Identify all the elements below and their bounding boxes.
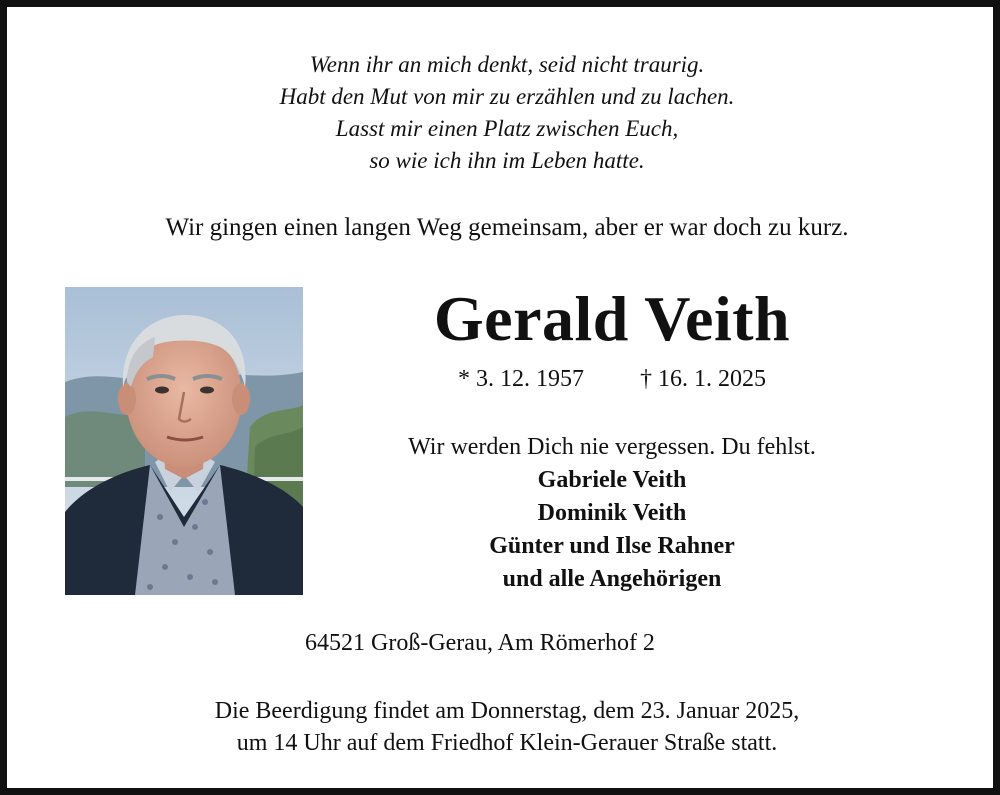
poem-line: so wie ich ihn im Leben hatte. <box>369 148 645 173</box>
funeral-line: Die Beerdigung findet am Donnerstag, dem 23. Januar 2025, <box>214 698 800 724</box>
poem <box>7 49 1000 177</box>
birth-date: * 3. 12. 1957 <box>458 366 584 392</box>
poem-line: Wenn ihr an mich denkt, seid nicht traurig. <box>309 52 705 77</box>
mourners <box>312 431 912 596</box>
mourner-name: Gabriele Veith <box>537 467 687 493</box>
poem-line: Habt den Mut von mir zu erzählen und zu lachen. <box>279 84 735 109</box>
family-address: 64521 Groß-Gerau, Am Römerhof 2 <box>305 630 655 656</box>
mourner-name: und alle Angehörigen <box>502 566 722 592</box>
mourner-name: Dominik Veith <box>537 500 687 526</box>
farewell-message: Wir werden Dich nie vergessen. Du fehlst. <box>408 434 816 460</box>
life-dates <box>312 363 912 395</box>
poem-line: Lasst mir einen Platz zwischen Euch, <box>335 116 679 141</box>
mourner-name: Günter und Ilse Rahner <box>489 533 735 559</box>
deceased-name: Gerald Veith <box>433 283 791 354</box>
motto: Wir gingen einen langen Weg gemeinsam, aber er war doch zu kurz. <box>165 214 849 241</box>
funeral-line: um 14 Uhr auf dem Friedhof Klein-Gerauer Straße statt. <box>236 730 778 756</box>
death-date: † 16. 1. 2025 <box>640 366 766 392</box>
portrait-photo <box>65 287 303 595</box>
funeral-notice <box>7 695 1000 759</box>
